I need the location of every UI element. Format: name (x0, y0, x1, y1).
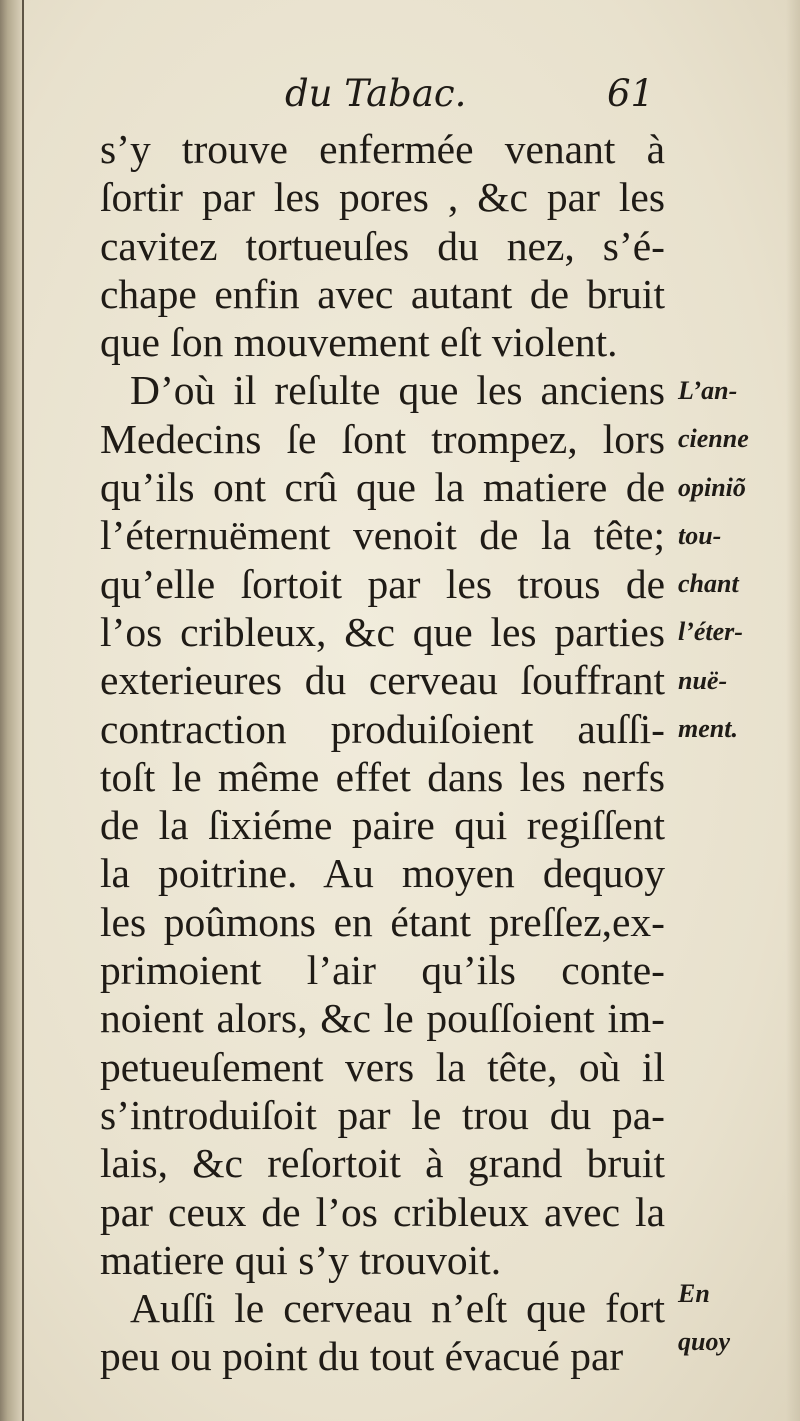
text-line: exterieures du cerveau ſouffrant (100, 657, 665, 704)
text-line: petueuſement vers la tête, où il (100, 1043, 665, 1090)
text-line: primoient l’air qu’ils conte- (100, 947, 665, 994)
page-number: 61 (607, 72, 655, 115)
margin-note-line: l’éter- (678, 617, 743, 647)
margin-note (678, 367, 770, 753)
page-edge-shadow (786, 0, 800, 1421)
text-line: que ſon mouvement eſt violent. (100, 319, 618, 366)
binding-edge (22, 0, 24, 1421)
text-line: toſt le même effet dans les nerfs (100, 753, 665, 800)
margin-note-line: L’an- (678, 376, 738, 405)
body-text (100, 125, 665, 1381)
margin-note-line: nuë- (678, 665, 728, 695)
text-line: D’où il reſulte que les anciens (130, 367, 665, 414)
margin-note-line: opiniõ (678, 472, 746, 502)
text-line: lais, &c reſortoit à grand bruit (100, 1140, 665, 1187)
text-line: matiere qui s’y trouvoit. (100, 1236, 502, 1283)
text-line: l’os cribleux, &c que les parties (100, 608, 665, 655)
text-line: s’introduiſoit par le trou du pa- (100, 1091, 665, 1138)
catchword (678, 1270, 770, 1367)
text-line: peu ou point du tout évacué par (100, 1333, 624, 1380)
text-line: l’éternuëment venoit de la tête; (100, 512, 665, 559)
text-line: ſortir par les pores , &c par les (100, 174, 665, 221)
catchword-line: quoy (678, 1327, 730, 1357)
text-line: Auſſi le cerveau n’eſt que fort (130, 1285, 665, 1332)
page-header (0, 72, 800, 122)
page-gutter (0, 0, 22, 1421)
margin-note-line: tou- (678, 520, 722, 550)
text-line: de la ſixiéme paire qui regiſſent (100, 802, 665, 849)
margin-note-line: ment. (678, 714, 738, 744)
text-line: noient alors, &c le pouſſoient im- (100, 995, 665, 1042)
catchword-line: En (678, 1279, 710, 1308)
margin-note-line: chant (678, 569, 739, 599)
text-line: les poûmons en étant preſſez,ex- (100, 898, 665, 945)
text-line: Medecins ſe ſont trompez, lors (100, 415, 665, 462)
text-line: contraction produiſoient auſſi- (100, 705, 665, 752)
margin-note-line: cienne (678, 424, 749, 454)
text-line: par ceux de l’os cribleux avec la (100, 1188, 665, 1235)
running-head: du Tabac. (285, 72, 467, 115)
text-line: chape enfin avec autant de bruit (100, 270, 665, 317)
text-line: qu’ils ont crû que la matiere de (100, 464, 665, 511)
text-line: s’y trouve enfermée venant à (100, 126, 665, 172)
text-line: cavitez tortueuſes du nez, s’é- (100, 222, 665, 269)
text-line: qu’elle ſortoit par les trous de (100, 560, 665, 607)
text-line: la poitrine. Au moyen dequoy (100, 850, 665, 897)
